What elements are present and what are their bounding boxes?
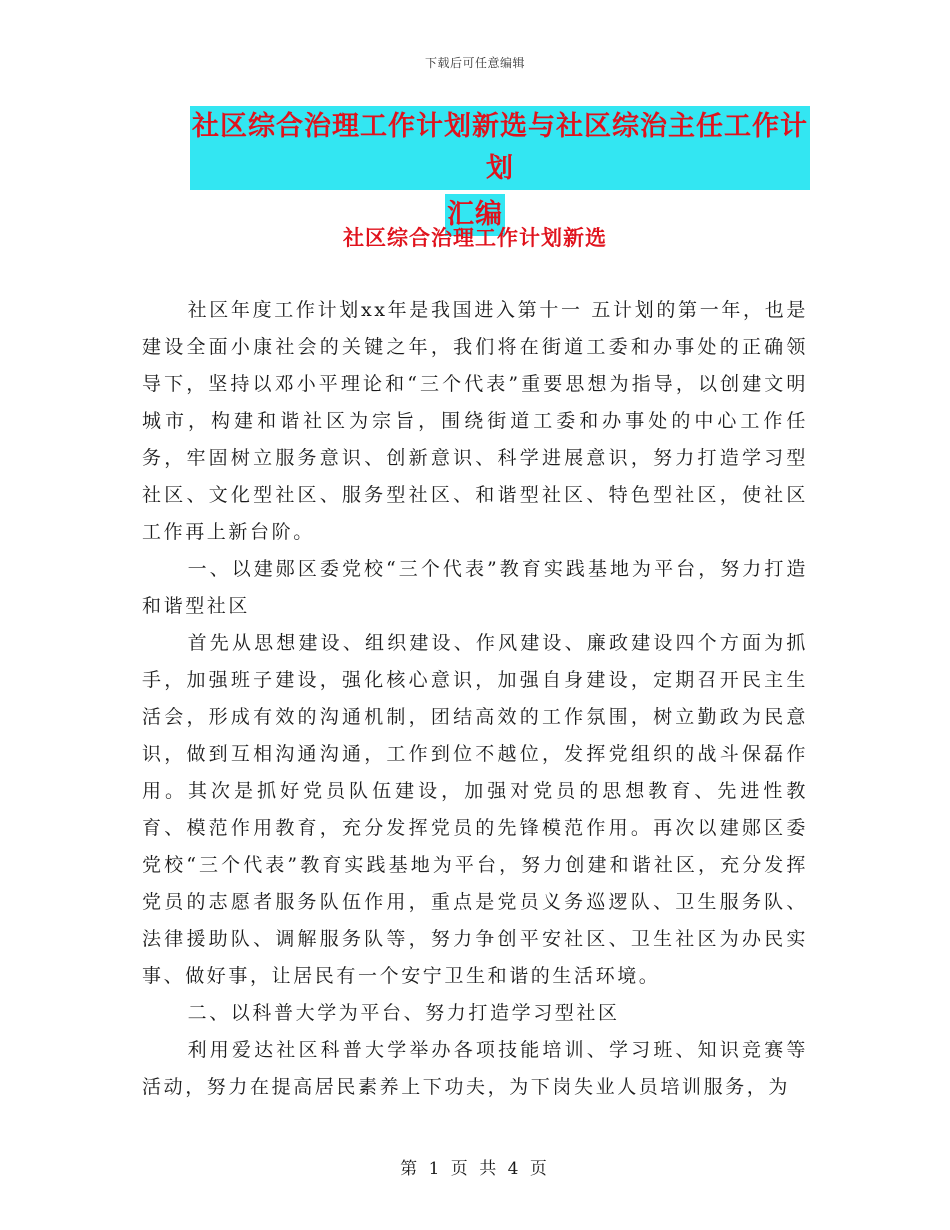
paragraph: 二、以科普大学为平台、努力打造学习型社区 bbox=[187, 1002, 620, 1024]
paragraph: 一、以建郧区委党校“三个代表”教育实践基地为平台，努力打造和谐型社区 bbox=[142, 558, 808, 617]
section-title: 社区综合治理工作计划新选 bbox=[343, 225, 607, 250]
document-title bbox=[140, 106, 810, 236]
title-line-2: 汇编 bbox=[445, 194, 505, 236]
paragraph: 首先从思想建设、组织建设、作风建设、廉政建设四个方面为抓手，加强班子建设，强化核心意识，加强自身建设，定期召开民主生活会，形成有效的沟通机制，团结高效的工作氛围，树立勤政为民意识，做到互相沟通沟通，工作到位不越位，发挥党组织的战斗保磊作用。其次是抓好党员队伍建设，加强对党员的思想教育、先进性教育、模范作用教育，充分发挥党员的先锋模范作用。再次以建郧区委党校“三个代表”教育实践基地为平台，努力创建和谐社区，充分发挥党员的志愿者服务队伍作用，重点是党员义务巡逻队、卫生服务队、法律援助队、调解服务队等，努力争创平安社区、卫生社区为办民实事、做好事，让居民有一个安宁卫生和谐的生活环境。 bbox=[142, 632, 808, 987]
paragraph: 利用爱达社区科普大学举办各项技能培训、学习班、知识竞赛等活动，努力在提高居民素养上下功夫，为下岗失业人员培训服务，为 bbox=[142, 1039, 808, 1098]
document-body bbox=[142, 292, 808, 1106]
header-note: 下载后可任意编辑 bbox=[424, 56, 525, 70]
page-footer: 第 1 页 共 4 页 bbox=[400, 1159, 550, 1179]
paragraph: 社区年度工作计划xx年是我国进入第十一 五计划的第一年，也是建设全面小康社会的关键之年，我们将在街道工委和办事处的正确领导下，坚持以邓小平理论和“三个代表”重要思想为指导，以创建文明城市，构建和谐社区为宗旨，围绕街道工委和办事处的中心工作任务，牢固树立服务意识、创新意识、科学进展意识，努力打造学习型社区、文化型社区、服务型社区、和谐型社区、特色型社区，使社区工作再上新台阶。 bbox=[142, 299, 808, 543]
title-line-1: 社区综合治理工作计划新选与社区综治主任工作计划 bbox=[190, 106, 810, 190]
